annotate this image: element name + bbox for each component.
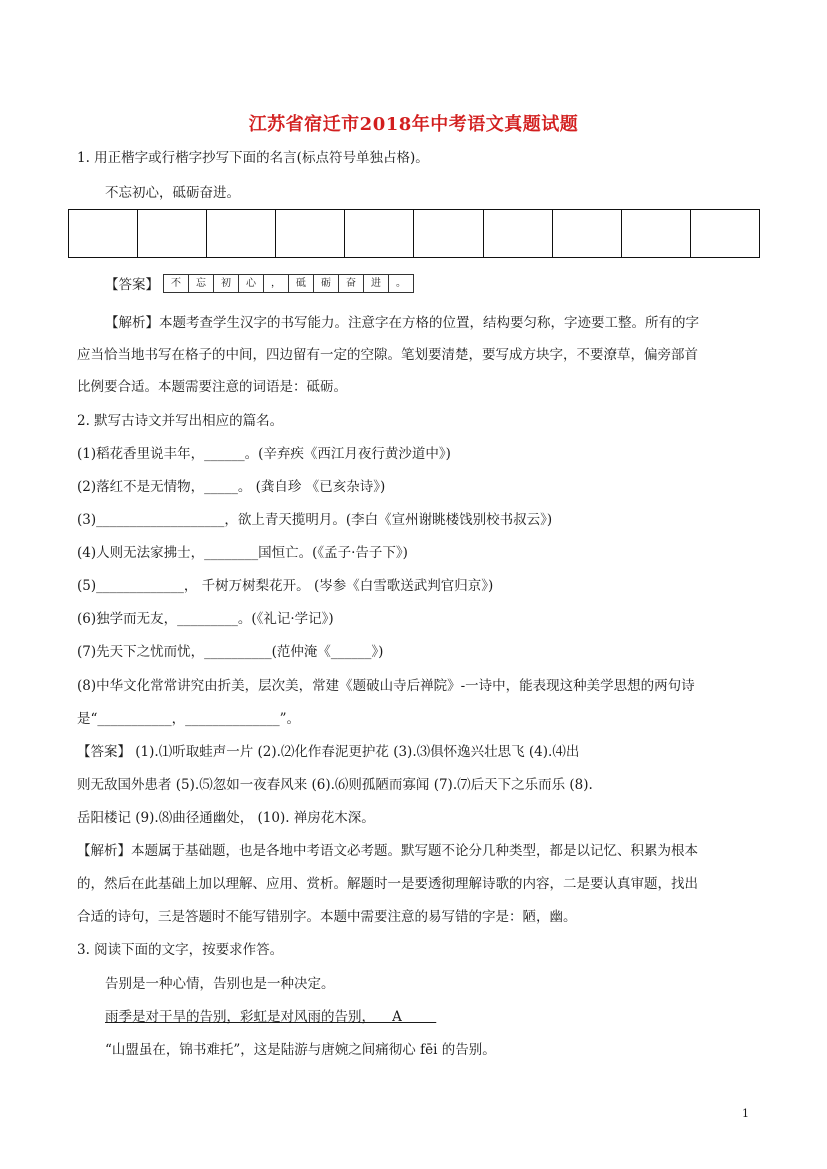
grid-cell xyxy=(345,210,414,257)
writing-grid xyxy=(68,209,760,258)
grid-cell xyxy=(69,210,138,257)
q2-analysis: 的，然后在此基础上加以理解、应用、赏析。解题时一是要透彻理解诗歌的内容，二是要认真审题，找出 xyxy=(77,876,698,892)
q1-analysis: 应当恰当地书写在格子的中间，四边留有一定的空隙。笔划要清楚，要写成方块字，不要潦草，偏旁部首 xyxy=(77,347,698,363)
q2-answer: 【答案】 (1).⑴听取蛙声一片 (2).⑵化作春泥更护花 (3).⑶俱怀逸兴壮思飞 (4).⑷出 xyxy=(77,744,580,760)
q2-item: (4)人则无法家拂士，________国恒亡。(《孟子·告子下》) xyxy=(77,545,408,561)
q1-quote: 不忘初心，砥砺奋进。 xyxy=(105,185,240,201)
answer-char: 心 xyxy=(239,275,264,292)
q2-item: (2)落红不是无情物，_____。 (龚自珍 《已亥杂诗》) xyxy=(77,479,386,495)
answer-grid xyxy=(163,274,414,293)
blank-a: A xyxy=(375,1009,437,1025)
answer-char: 。 xyxy=(396,277,406,289)
q2-item: (1)稻花香里说丰年，______。(辛弃疾《西江月夜行黄沙道中》) xyxy=(77,446,451,462)
q2-analysis: 合适的诗句，三是答题时不能写错别字。本题中需要注意的易写错的字是：陋，幽。 xyxy=(77,909,577,925)
q2-item: (8)中华文化常常讲究由折美，层次美，常建《题破山寺后禅院》-一诗中，能表现这种美学思想的两句诗 xyxy=(77,678,695,694)
grid-cell xyxy=(414,210,483,257)
answer-char: 奋 xyxy=(339,275,364,292)
q2-item: (5)_____________， 千树万树梨花开。 (岑参《白雪歌送武判官归京》) xyxy=(77,578,494,594)
q1-analysis: 【解析】本题考查学生汉字的书写能力。注意字在方格的位置，结构要匀称，字迹要工整。所有的字 xyxy=(105,315,699,331)
q1-prompt: 1. 用正楷字或行楷字抄写下面的名言(标点符号单独占格)。 xyxy=(77,150,429,166)
grid-cell xyxy=(484,210,553,257)
q3-prompt: 3. 阅读下面的文字，按要求作答。 xyxy=(77,942,284,958)
q3-paragraph: 告别是一种心情，告别也是一种决定。 xyxy=(105,976,335,992)
answer-char: 砺 xyxy=(314,275,339,292)
q1-answer-row xyxy=(105,273,414,293)
answer-char: ， xyxy=(264,275,289,292)
grid-cell xyxy=(276,210,345,257)
answer-char: 忘 xyxy=(189,275,214,292)
q2-item: (3)___________________，欲上青天揽明月。(李白《宣州谢眺楼饯别校书叔云》) xyxy=(77,512,553,528)
grid-cell xyxy=(207,210,276,257)
q3-paragraph xyxy=(105,1007,436,1027)
q1-analysis: 比例要合适。本题需要注意的词语是：砥砺。 xyxy=(77,379,347,395)
page-number: 1 xyxy=(742,1107,749,1120)
q2-prompt: 2. 默写古诗文并写出相应的篇名。 xyxy=(77,413,284,429)
answer-char: 不 xyxy=(164,275,189,292)
q2-analysis: 【解析】本题属于基础题，也是各地中考语文必考题。默写题不论分几种类型，都是以记忆、积累为根本 xyxy=(77,843,698,859)
answer-char: 砥 xyxy=(289,275,314,292)
q2-answer: 则无敌国外患者 (5).⑸忽如一夜春风来 (6).⑹则孤陋而寡闻 (7).⑺后天下之乐而乐 (8). xyxy=(77,777,593,793)
answer-char: 初 xyxy=(214,275,239,292)
grid-cell xyxy=(553,210,622,257)
grid-cell xyxy=(691,210,759,257)
grid-cell xyxy=(138,210,207,257)
underlined-sentence: 雨季是对干旱的告别，彩虹是对风雨的告别， xyxy=(105,1009,375,1025)
grid-cell xyxy=(622,210,691,257)
q2-item: (7)先天下之忧而忧，__________(范仲淹《______》) xyxy=(77,644,384,660)
answer-char: 进 xyxy=(364,275,389,292)
q3-paragraph: “山盟虽在，锦书难托”，这是陆游与唐婉之间痛彻心 fēi 的告别。 xyxy=(105,1042,496,1058)
q2-item: (6)独学而无友，_________。(《礼记·学记》) xyxy=(77,611,334,627)
q2-answer: 岳阳楼记 (9).⑻曲径通幽处， (10). 禅房花木深。 xyxy=(77,810,375,826)
page-title: 江苏省宿迁市2018年中考语文真题试题 xyxy=(248,114,579,135)
q1-answer-label: 【答案】 xyxy=(105,277,159,293)
q2-item: 是“___________，______________”。 xyxy=(77,711,301,727)
